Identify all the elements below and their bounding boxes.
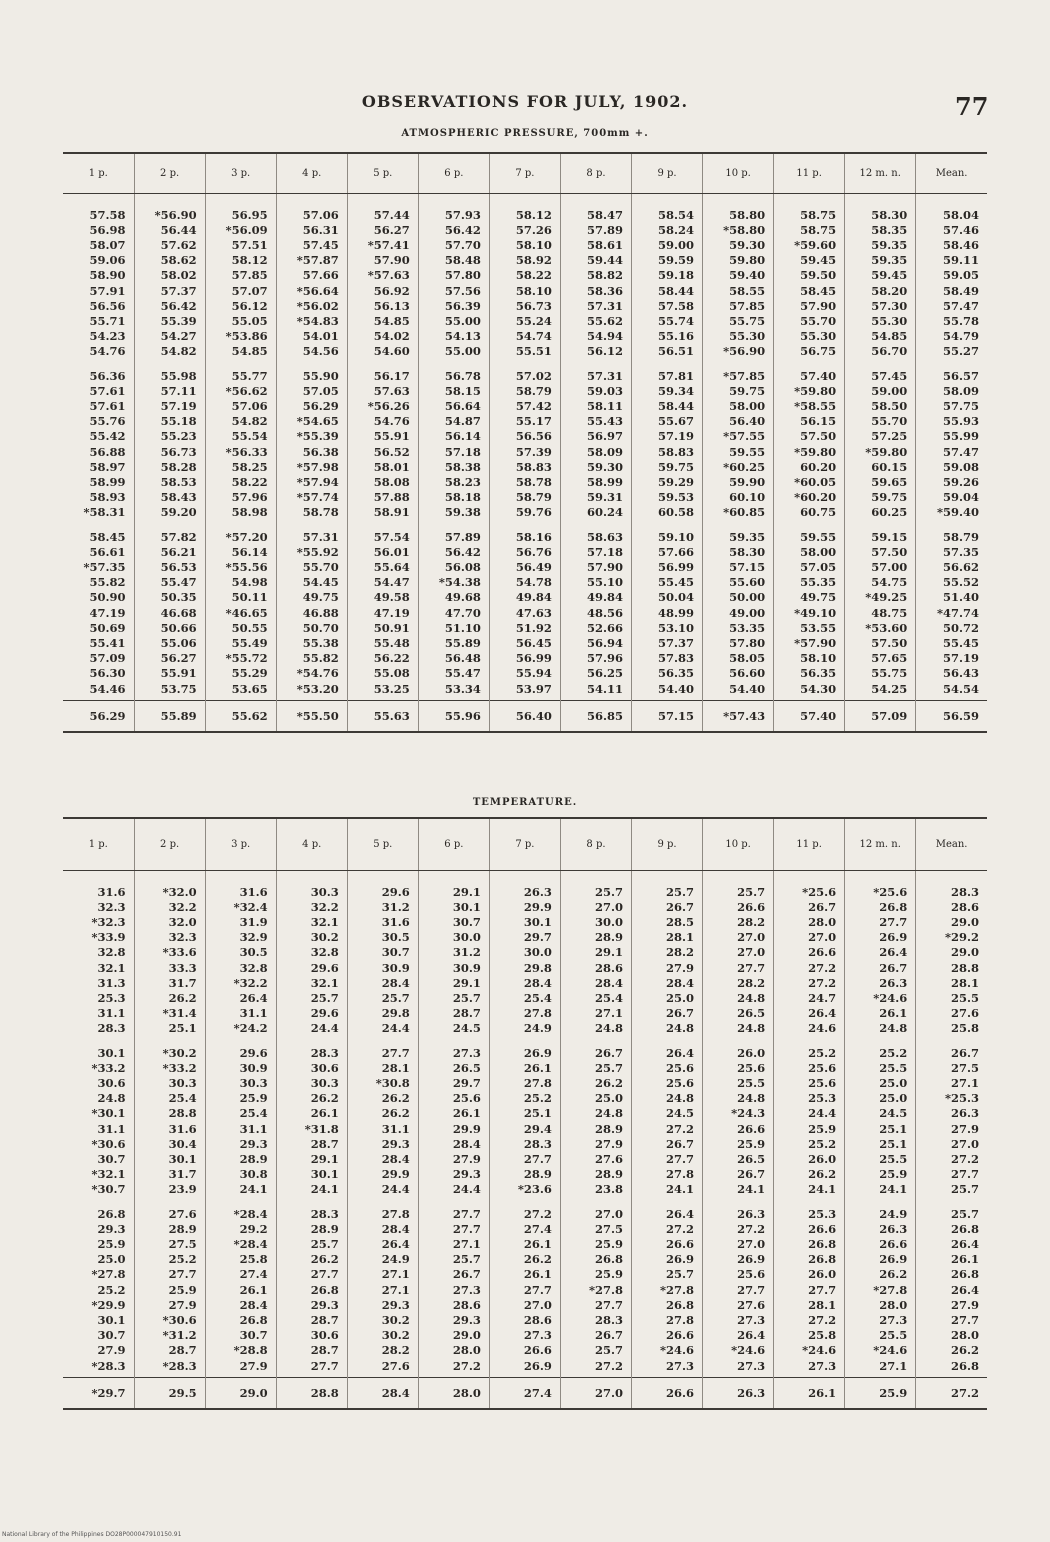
row-group: [63, 363, 987, 524]
column-values: 26.4 25.6 25.6 24.8 24.5 27.2 26.7 27.7 27.8 24.1: [632, 1040, 703, 1201]
column-values: 58.30 58.35 59.35 59.35 59.45 58.20 57.30 55.30 54.85 56.70: [845, 193, 916, 363]
column-header: 10 p.: [703, 153, 774, 193]
column-values: 58.04 57.46 58.46 59.11 59.05 58.49 57.47 55.78 54.79 55.27: [916, 193, 987, 363]
column-values: 58.75 58.75 *59.60 59.45 59.50 58.45 57.90 55.70 55.30 56.75: [774, 193, 845, 363]
column-values: *32.0 32.2 32.0 32.3 *33.6 33.3 31.7 26.2 *31.4 25.1: [134, 870, 205, 1040]
pressure-table: [63, 152, 987, 733]
column-values: 25.7 26.8 26.4 26.1 26.8 26.4 27.9 27.7 28.0 26.2 26.8: [916, 1201, 987, 1378]
column-values: *28.4 29.2 *28.4 25.8 27.4 26.1 28.4 26.8 30.7 *28.8 27.9: [205, 1201, 276, 1378]
mean-value: 28.8: [276, 1377, 347, 1409]
column-values: 28.3 30.6 30.3 26.2 26.1 *31.8 28.7 29.1 30.1 24.1: [276, 1040, 347, 1201]
column-values: 59.55 58.00 57.05 55.35 49.75 *49.10 53.55 *57.90 58.10 56.35 54.30: [774, 524, 845, 701]
mean-value: 57.40: [774, 700, 845, 732]
mean-value: 55.63: [347, 700, 418, 732]
column-header: 4 p.: [276, 153, 347, 193]
column-values: 58.47 57.89 58.61 59.44 58.82 58.36 57.31 55.62 54.94 56.12: [560, 193, 631, 363]
column-header: 5 p.: [347, 153, 418, 193]
temperature-table-title: TEMPERATURE.: [472, 797, 578, 808]
temperature-header-row: [63, 818, 987, 870]
column-header: 1 p.: [63, 153, 134, 193]
column-values: *57.20 56.14 *55.56 54.98 50.11 *46.65 50.55 55.49 *55.72 55.29 53.65: [205, 524, 276, 701]
row-group: [63, 524, 987, 701]
column-values: 56.17 57.63 *56.26 54.76 55.91 56.52 58.01 58.08 57.88 58.91: [347, 363, 418, 524]
mean-value: 26.3: [703, 1377, 774, 1409]
column-values: 25.7 27.0 30.0 28.9 29.1 28.6 28.4 25.4 27.1 24.8: [560, 870, 631, 1040]
row-group: [63, 1040, 987, 1201]
column-header: 6 p.: [418, 153, 489, 193]
column-values: 26.0 25.6 25.5 24.8 *24.3 26.6 25.9 26.5 26.7 24.1: [703, 1040, 774, 1201]
column-values: 26.9 26.1 27.8 25.2 25.1 29.4 28.3 27.7 28.9 *23.6: [489, 1040, 560, 1201]
column-values: 25.7 26.6 28.2 27.0 27.0 27.7 28.2 24.8 26.5 24.8: [703, 870, 774, 1040]
mean-value: 27.2: [916, 1377, 987, 1409]
column-values: 58.54 58.24 59.00 59.59 59.18 58.44 57.58 55.74 55.16 56.51: [632, 193, 703, 363]
column-header: 3 p.: [205, 818, 276, 870]
page-number: 77: [955, 92, 989, 121]
column-values: *25.6 26.7 28.0 27.0 26.6 27.2 27.2 24.7 26.4 24.6: [774, 870, 845, 1040]
column-values: 27.8 28.4 26.4 24.9 27.1 27.1 29.3 30.2 30.2 28.2 27.6: [347, 1201, 418, 1378]
column-values: *56.90 56.44 57.62 58.62 58.02 57.37 56.42 55.39 54.27 54.82: [134, 193, 205, 363]
column-values: 28.3 28.6 29.0 *29.2 29.0 28.8 28.1 25.5 27.6 25.8: [916, 870, 987, 1040]
column-values: 26.4 27.2 26.6 26.9 25.7 *27.8 26.8 27.8 26.6 *24.6 27.3: [632, 1201, 703, 1378]
column-header: 12 m. n.: [845, 153, 916, 193]
column-values: 25.3 26.6 26.8 26.8 26.0 27.7 28.1 27.2 25.8 *24.6 27.3: [774, 1201, 845, 1378]
column-header: 11 p.: [774, 818, 845, 870]
column-header: 2 p.: [134, 153, 205, 193]
mean-value: 57.15: [632, 700, 703, 732]
temperature-table: [63, 817, 987, 1410]
column-values: 25.2 25.5 25.0 25.0 24.5 25.1 25.1 25.5 25.9 24.1: [845, 1040, 916, 1201]
column-values: 24.9 26.3 26.6 26.9 26.2 *27.8 28.0 27.3 25.5 *24.6 27.1: [845, 1201, 916, 1378]
mean-value: 28.4: [347, 1377, 418, 1409]
column-values: 59.15 57.50 57.00 54.75 *49.25 48.75 *53.60 57.50 57.65 55.75 54.25: [845, 524, 916, 701]
mean-row: [63, 700, 987, 732]
column-values: 27.6 28.9 27.5 25.2 27.7 25.9 27.9 *30.6 *31.2 28.7 *28.3: [134, 1201, 205, 1378]
column-header: 5 p.: [347, 818, 418, 870]
column-header: 9 p.: [632, 818, 703, 870]
mean-value: 25.9: [845, 1377, 916, 1409]
column-header: Mean.: [916, 818, 987, 870]
column-values: 58.45 56.61 *57.35 55.82 50.90 47.19 50.69 55.41 57.09 56.30 54.46: [83, 529, 126, 696]
column-values: 27.7 27.7 27.1 25.7 26.7 27.3 28.6 29.3 29.0 28.0 27.2: [418, 1201, 489, 1378]
column-header: Mean.: [916, 153, 987, 193]
mean-value: 29.0: [205, 1377, 276, 1409]
mean-value: *57.43: [703, 700, 774, 732]
mean-value: 55.89: [134, 700, 205, 732]
column-values: 55.98 57.11 57.19 55.18 55.23 56.73 58.28 58.53 58.43 59.20: [134, 363, 205, 524]
column-values: 55.90 57.05 56.29 *54.65 *55.39 56.38 *57.98 *57.94 *57.74 58.78: [276, 363, 347, 524]
column-values: 30.1 *33.2 30.6 24.8 *30.1 31.1 *30.6 30.7 *32.1 *30.7: [91, 1045, 126, 1197]
column-values: 57.44 56.27 *57.41 57.90 *57.63 56.92 56.13 54.85 54.02 54.60: [347, 193, 418, 363]
column-values: 57.54 56.01 55.64 54.47 49.58 47.19 50.91 55.48 56.22 55.08 53.25: [347, 524, 418, 701]
column-values: 29.6 30.9 30.3 25.9 25.4 31.1 29.3 28.9 30.8 24.1: [205, 1040, 276, 1201]
column-header: 8 p.: [560, 818, 631, 870]
mean-value: 28.0: [418, 1377, 489, 1409]
column-values: 58.80 *58.80 59.30 59.80 59.40 58.55 57.85 55.75 55.30 *56.90: [703, 193, 774, 363]
column-header: 2 p.: [134, 818, 205, 870]
column-values: 26.3 29.9 30.1 29.7 30.0 29.8 28.4 25.4 27.8 24.9: [489, 870, 560, 1040]
column-values: 57.89 56.42 56.08 *54.38 49.68 47.70 51.10 55.89 56.48 55.47 53.34: [418, 524, 489, 701]
column-values: 29.6 31.2 31.6 30.5 30.7 30.9 28.4 25.7 29.8 24.4: [347, 870, 418, 1040]
column-header: 7 p.: [489, 818, 560, 870]
pressure-header-row: [63, 153, 987, 193]
column-values: 57.31 59.03 58.11 55.43 56.97 58.09 59.30 58.99 59.31 60.24: [560, 363, 631, 524]
mean-value: 26.1: [774, 1377, 845, 1409]
column-values: 57.31 *55.92 55.70 54.45 49.75 46.88 50.70 55.38 55.82 *54.76 *53.20: [276, 524, 347, 701]
column-values: 27.2 27.4 26.1 26.2 26.1 27.7 27.0 28.6 27.3 26.6 26.9: [489, 1201, 560, 1378]
mean-value: 29.5: [134, 1377, 205, 1409]
mean-value: *29.7: [63, 1377, 134, 1409]
column-header: 8 p.: [560, 153, 631, 193]
column-values: 31.6 32.3 *32.3 *33.9 32.8 32.1 31.3 25.3 31.1 28.3: [91, 884, 126, 1036]
column-header: 7 p.: [489, 153, 560, 193]
mean-value: 55.96: [418, 700, 489, 732]
column-header: 3 p.: [205, 153, 276, 193]
row-group: [63, 870, 987, 1040]
column-header: 6 p.: [418, 818, 489, 870]
column-values: 57.02 58.79 57.42 55.17 56.56 57.39 58.83 58.78 58.79 59.76: [489, 363, 560, 524]
column-values: 26.3 27.2 27.0 26.9 25.6 27.7 27.6 27.3 26.4 *24.6 27.3: [703, 1201, 774, 1378]
column-values: 57.82 56.21 56.53 55.47 50.35 46.68 50.66 55.06 56.27 55.91 53.75: [134, 524, 205, 701]
column-header: 4 p.: [276, 818, 347, 870]
column-values: 26.7 27.5 27.1 *25.3 26.3 27.9 27.0 27.2 27.7 25.7: [916, 1040, 987, 1201]
mean-value: 27.0: [560, 1377, 631, 1409]
mean-value: 26.6: [632, 1377, 703, 1409]
column-values: 28.3 28.9 25.7 26.2 27.7 26.8 29.3 28.7 30.6 28.7 27.7: [276, 1201, 347, 1378]
column-values: 27.3 26.5 29.7 25.6 26.1 29.9 28.4 27.9 29.3 24.4: [418, 1040, 489, 1201]
mean-value: 56.85: [560, 700, 631, 732]
column-values: 56.36 57.61 57.61 55.76 55.42 56.88 58.97 58.99 58.93 *58.31: [83, 368, 126, 520]
column-values: 25.7 26.7 28.5 28.1 28.2 27.9 28.4 25.0 26.7 24.8: [632, 870, 703, 1040]
column-values: *57.85 59.75 58.00 56.40 *57.55 59.55 *60.25 59.90 60.10 *60.85: [703, 363, 774, 524]
column-values: 58.16 56.76 56.49 54.78 49.84 47.63 51.92 56.45 56.99 55.94 53.97: [489, 524, 560, 701]
column-header: 1 p.: [63, 818, 134, 870]
column-values: 56.78 58.15 56.64 54.87 56.14 57.18 58.38 58.23 58.18 59.38: [418, 363, 489, 524]
mean-value: 55.62: [205, 700, 276, 732]
column-header: 11 p.: [774, 153, 845, 193]
row-group: [63, 193, 987, 363]
column-values: 57.40 *59.80 *58.55 56.15 57.50 *59.80 60.20 *60.05 *60.20 60.75: [774, 363, 845, 524]
column-values: 57.45 59.00 58.50 55.70 57.25 *59.80 60.15 59.65 59.75 60.25: [845, 363, 916, 524]
column-values: *25.6 26.8 27.7 26.9 26.4 26.7 26.3 *24.6 26.1 24.8: [845, 870, 916, 1040]
column-values: 26.7 25.7 26.2 25.0 24.8 28.9 27.9 27.6 28.9 23.8: [560, 1040, 631, 1201]
column-header: 12 m. n.: [845, 818, 916, 870]
column-values: 57.06 56.31 57.45 *57.87 57.66 *56.64 *56.02 *54.83 54.01 54.56: [276, 193, 347, 363]
mean-value: 56.40: [489, 700, 560, 732]
column-values: 27.7 28.1 *30.8 26.2 26.2 31.1 29.3 28.4 29.9 24.4: [347, 1040, 418, 1201]
column-values: 56.95 *56.09 57.51 58.12 57.85 57.07 56.12 55.05 *53.86 54.85: [205, 193, 276, 363]
page-title: OBSERVATIONS FOR JULY, 1902.: [361, 92, 689, 111]
column-values: 58.79 57.35 56.62 55.52 51.40 *47.74 50.72 55.45 57.19 56.43 54.54: [916, 524, 987, 701]
mean-value: *55.50: [276, 700, 347, 732]
column-values: 30.3 32.2 32.1 30.2 32.8 29.6 32.1 25.7 29.6 24.4: [276, 870, 347, 1040]
mean-value: 56.29: [63, 700, 134, 732]
column-header: 9 p.: [632, 153, 703, 193]
column-values: 56.57 58.09 57.75 55.93 55.99 57.47 59.08 59.26 59.04 *59.40: [916, 363, 987, 524]
column-values: 58.12 57.26 58.10 58.92 58.22 58.10 56.73 55.24 54.74 55.51: [489, 193, 560, 363]
library-footer: National Library of the Philippines DO28P000047910150.91: [2, 1531, 182, 1538]
column-values: 57.58 56.98 58.07 59.06 58.90 57.91 56.56 55.71 54.23 54.76: [89, 207, 126, 359]
column-values: 25.2 25.6 25.6 25.3 24.4 25.9 25.2 26.0 26.2 24.1: [774, 1040, 845, 1201]
column-values: 29.1 30.1 30.7 30.0 31.2 30.9 29.1 25.7 28.7 24.5: [418, 870, 489, 1040]
mean-row: [63, 1377, 987, 1409]
column-header: 10 p.: [703, 818, 774, 870]
column-values: 58.63 57.18 57.90 55.10 49.84 48.56 52.66 56.94 57.96 56.25 54.11: [560, 524, 631, 701]
column-values: 57.93 56.42 57.70 58.48 57.80 57.56 56.39 55.00 54.13 55.00: [418, 193, 489, 363]
column-values: *30.2 *33.2 30.3 25.4 28.8 31.6 30.4 30.1 31.7 23.9: [134, 1040, 205, 1201]
column-values: 55.77 *56.62 57.06 54.82 55.54 *56.33 58.25 58.22 57.96 58.98: [205, 363, 276, 524]
column-values: 31.6 *32.4 31.9 32.9 30.5 32.8 *32.2 26.4 31.1 *24.2: [205, 870, 276, 1040]
mean-value: 56.59: [916, 700, 987, 732]
column-values: 27.0 27.5 25.9 26.8 25.9 *27.8 27.7 28.3 26.7 25.7 27.2: [560, 1201, 631, 1378]
column-values: 26.8 29.3 25.9 25.0 *27.8 25.2 *29.9 30.1 30.7 27.9 *28.3: [91, 1206, 126, 1373]
mean-value: 27.4: [489, 1377, 560, 1409]
column-values: 59.10 57.66 56.99 55.45 50.04 48.99 53.10 57.37 57.83 56.35 54.40: [632, 524, 703, 701]
column-values: 57.81 59.34 58.44 55.67 57.19 58.83 59.75 59.29 59.53 60.58: [632, 363, 703, 524]
column-values: 59.35 58.30 57.15 55.60 50.00 49.00 53.35 57.80 58.05 56.60 54.40: [703, 524, 774, 701]
mean-value: 57.09: [845, 700, 916, 732]
row-group: [63, 1201, 987, 1378]
pressure-table-title: ATMOSPHERIC PRESSURE, 700mm +.: [401, 128, 649, 139]
